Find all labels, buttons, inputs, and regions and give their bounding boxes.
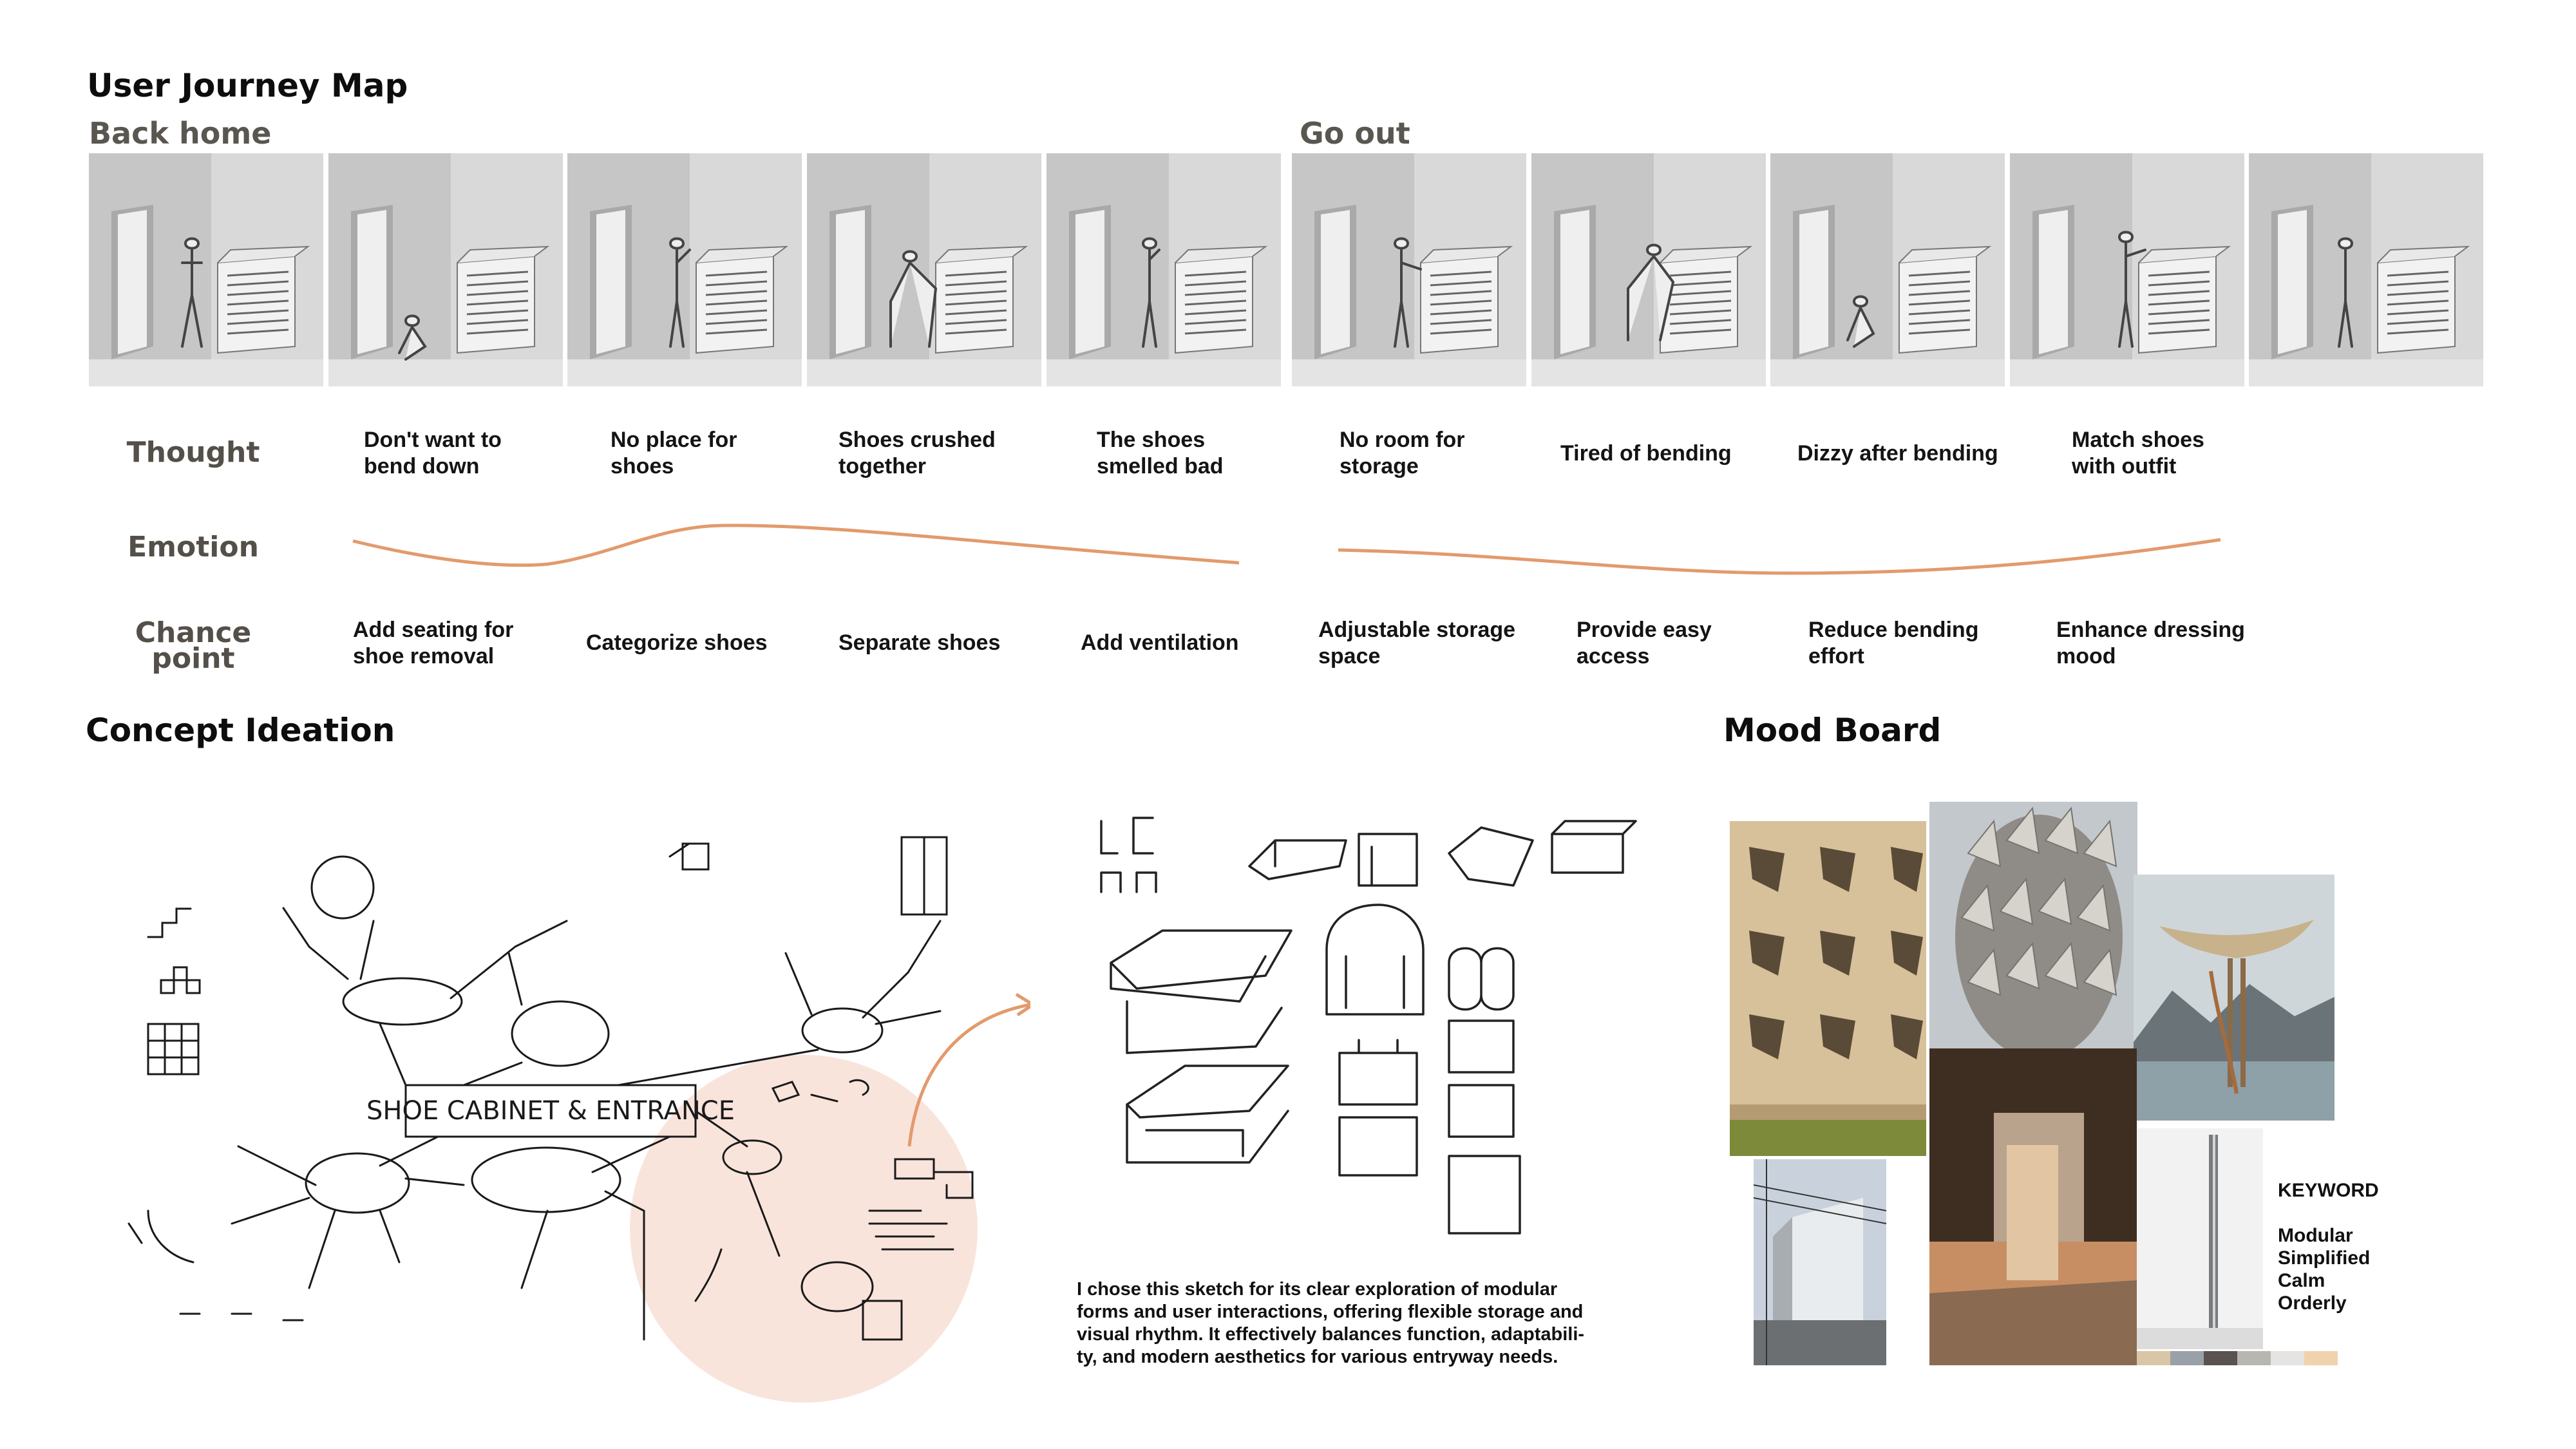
keyword-4: Orderly (2278, 1293, 2347, 1314)
keyword-2: Simplified (2278, 1247, 2371, 1269)
palette-swatch-2 (2170, 1351, 2204, 1365)
concept-description: I chose this sketch for its clear exploration of modular forms and user interactions, offering flexible storage and visual rhythm. It effectively balances function, adaptabili- ty, and modern aesthetics for various entryway needs. (1077, 1279, 1585, 1367)
palette-swatch-5 (2271, 1351, 2304, 1365)
modular-form-sketches (1088, 808, 1668, 1246)
chance-point-3: Separate shoes (838, 630, 1001, 655)
mood-image-tower (1929, 802, 2137, 1050)
thought-8: Match shoes with outfit (2072, 428, 2204, 478)
chance-point-5: Adjustable storage space (1318, 618, 1516, 668)
mood-image-white-room (2137, 1128, 2263, 1349)
thought-5: No room for storage (1340, 428, 1465, 478)
row-label-emotion: Emotion (128, 531, 259, 564)
storyboard-panel-9 (2010, 153, 2244, 386)
chance-point-8: Enhance dressing mood (2056, 618, 2245, 668)
mind-map-center-label: SHOE CABINET & ENTRANCE (366, 1096, 735, 1126)
chance-point-2: Categorize shoes (586, 630, 768, 655)
palette-swatch-4 (2237, 1351, 2271, 1365)
phase-back-home: Back home (89, 116, 272, 151)
mood-image-street (1754, 1159, 1886, 1365)
storyboard-panel-1 (89, 153, 323, 386)
chance-point-6: Provide easy access (1577, 618, 1712, 668)
color-palette (2137, 1351, 2338, 1365)
phase-go-out: Go out (1300, 116, 1410, 151)
mood-image-canopy (2134, 875, 2334, 1121)
mood-board-title: Mood Board (1723, 712, 1942, 749)
storyboard-panel-6 (1292, 153, 1526, 386)
keyword-title: KEYWORD (2278, 1180, 2379, 1201)
storyboard-panel-2 (328, 153, 563, 386)
thought-6: Tired of bending (1560, 441, 1732, 466)
thought-7: Dizzy after bending (1797, 441, 1998, 466)
storyboard-panel-5 (1046, 153, 1281, 386)
storyboard-panel-4 (807, 153, 1041, 386)
keyword-3: Calm (2278, 1270, 2325, 1291)
concept-title: Concept Ideation (86, 712, 395, 749)
thought-1: Don't want to bend down (364, 428, 502, 478)
palette-swatch-3 (2204, 1351, 2237, 1365)
journey-title: User Journey Map (87, 67, 408, 104)
storyboard-panel-8 (1770, 153, 2005, 386)
keyword-1: Modular (2278, 1225, 2353, 1246)
palette-swatch-1 (2137, 1351, 2170, 1365)
storyboard-panel-3 (567, 153, 802, 386)
mind-map-sketch (103, 760, 1030, 1410)
mood-image-interior (1929, 1048, 2137, 1365)
thought-3: Shoes crushed together (838, 428, 996, 478)
row-label-thought: Thought (126, 436, 260, 469)
chance-point-7: Reduce bending effort (1808, 618, 1979, 668)
chance-point-4: Add ventilation (1081, 630, 1239, 655)
row-label-chance-point: Chance point (135, 616, 252, 675)
palette-swatch-6 (2304, 1351, 2338, 1365)
chance-point-1: Add seating for shoe removal (353, 618, 514, 668)
storyboard-panel-10 (2249, 153, 2483, 386)
storyboard-panel-7 (1531, 153, 1766, 386)
emotion-curve (0, 502, 2576, 592)
thought-4: The shoes smelled bad (1097, 428, 1224, 478)
mood-image-facade (1730, 821, 1926, 1156)
thought-2: No place for shoes (611, 428, 737, 478)
